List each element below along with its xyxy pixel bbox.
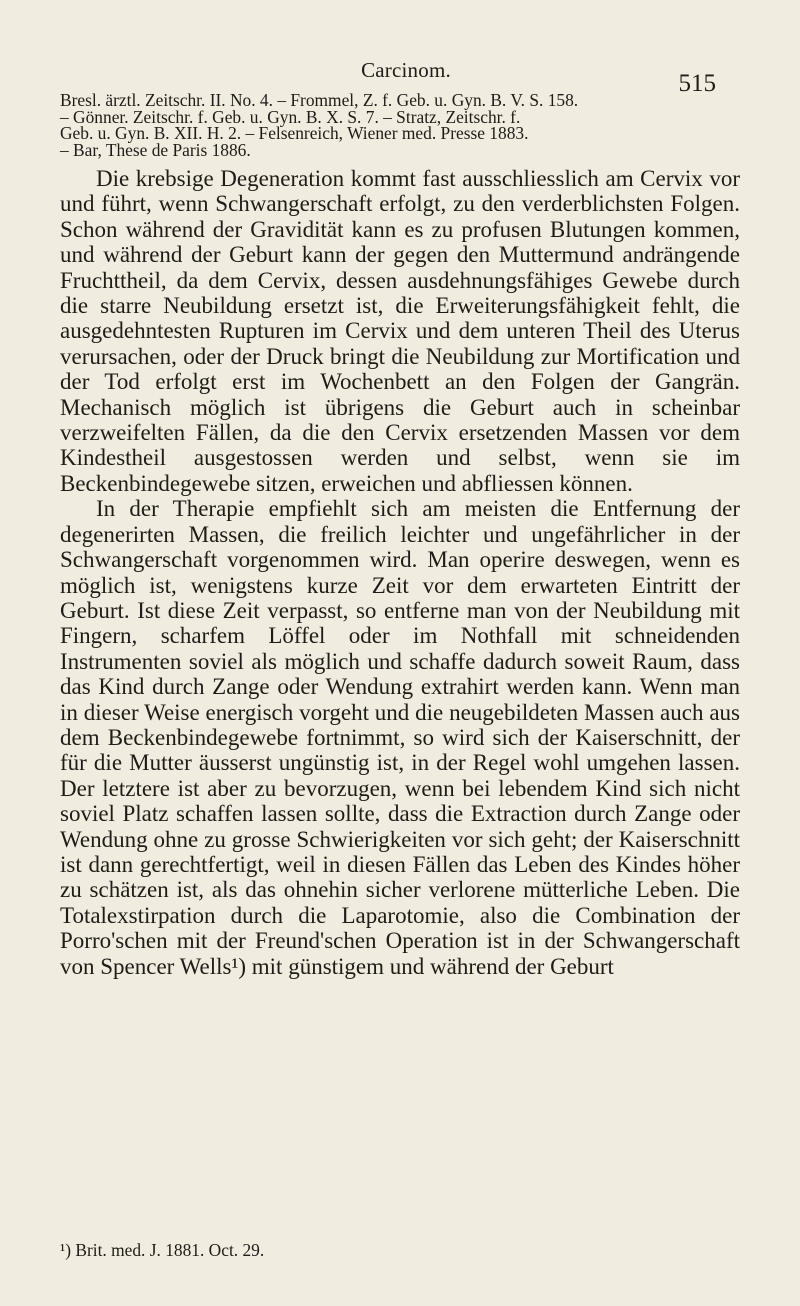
paragraph: In der Therapie empfiehlt sich am meisten die Entfernung der degenerirten Massen, die freilich leichter und ungefährlicher in der Schwangerschaft vorgenommen wird. Man operire deswegen, wenn es möglich ist, wenigstens kurze Zeit vor dem erwarteten Eintritt der Geburt. Ist diese Zeit verpasst, so entferne man von der Neubildung mit Fingern, scharfem Löffel oder im Nothfall mit schneidenden Instrumenten soviel als möglich und schaffe dadurch soweit Raum, dass das Kind durch Zange oder Wendung extrahirt werden kann. Wenn man in dieser Weise energisch vorgeht und die neugebildeten Massen auch aus dem Beckenbindegewebe fortnimmt, so wird sich der Kaiserschnitt, der für die Mutter äusserst ungünstig ist, in der Regel wohl umgehen lassen. Der letztere ist aber zu bevorzugen, wenn bei lebendem Kind sich nicht soviel Platz schaffen lassen sollte, dass die Extraction durch Zange oder Wendung ohne zu grosse Schwierigkeiten vor sich geht; der Kaiserschnitt ist dann gerechtfertigt, weil in diesen Fällen das Leben des Kindes höher zu schätzen ist, als das ohnehin sicher verlorene mütterliche Leben. Die Totalexstirpation durch die Laparotomie, also die Combination der Porro'schen mit der Freund'schen Operation ist in der Schwangerschaft von Spencer Wells¹) mit günstigem und während der Geburt: [60, 496, 740, 979]
reference-line: – Gönner. Zeitschr. f. Geb. u. Gyn. B. X. S. 7. – Stratz, Zeitschr. f.: [60, 106, 521, 127]
paragraph: Die krebsige Degeneration kommt fast ausschliesslich am Cervix vor und führt, wenn Schwangerschaft erfolgt, zu den verderblichsten Folgen. Schon während der Gravidität kann es zu profusen Blutungen kommen, und während der Geburt kann der gegen den Muttermund andrängende Fruchttheil, da dem Cervix, dessen ausdehnungsfähiges Gewebe durch die starre Neubildung ersetzt ist, die Erweiterungsfähigkeit fehlt, die ausgedehntesten Rupturen im Cervix und dem unteren Theil des Uterus verursachen, oder der Druck bringt die Neubildung zur Mortification und der Tod erfolgt erst im Wochenbett an den Folgen der Gangrän. Mechanisch möglich ist übrigens die Geburt auch in scheinbar verzweifelten Fällen, da die den Cervix ersetzenden Massen vor dem Kindestheil ausgestossen werden und selbst, wenn sie im Beckenbindegewebe sitzen, erweichen und abfliessen können.: [60, 166, 740, 496]
reference-line: – Bar, These de Paris 1886.: [60, 139, 251, 160]
page-number: 515: [678, 70, 716, 97]
footnote: ¹) Brit. med. J. 1881. Oct. 29.: [60, 1240, 265, 1260]
reference-line: Bresl. ärztl. Zeitschr. II. No. 4. – Frommel, Z. f. Geb. u. Gyn. B. V. S. 158.: [60, 90, 579, 110]
reference-line: Geb. u. Gyn. B. XII. H. 2. – Felsenreich, Wiener med. Presse 1883.: [60, 123, 529, 144]
bibliographic-references: [60, 92, 740, 158]
main-text: [60, 166, 740, 979]
running-title: Carcinom.: [361, 58, 451, 82]
